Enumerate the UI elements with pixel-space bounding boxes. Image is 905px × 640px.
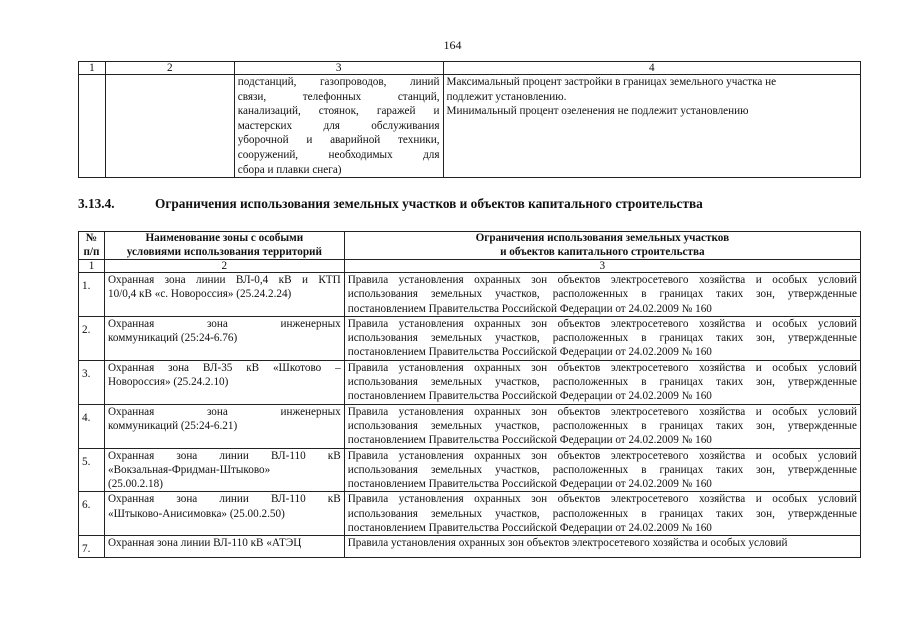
text-line: постановлением Правительства Российской Федерации от 24.02.2009 № 160 — [347, 346, 712, 359]
header-line: и объектов капитального строительства — [500, 245, 705, 258]
text-line: коммуникаций (25:24-6.21) — [107, 419, 238, 432]
section-title: Ограничения использования земельных участков и объектов капитального строительства — [155, 196, 703, 211]
header-number — [79, 232, 105, 260]
continuation-table — [78, 61, 861, 178]
header-line: № — [85, 232, 98, 244]
text-line: использования земельных участков, расположенных в границах таких зон, утвержденные — [347, 419, 857, 432]
text-line: Правила установления охранных зон объектов электросетевого хозяйства и особых условий — [347, 493, 857, 506]
text-line: Новороссия» (25.24.2.10) — [107, 376, 229, 389]
restriction-cell — [344, 316, 860, 360]
empty-cell — [79, 75, 106, 178]
text-line: канализаций, стоянок, гаражей и — [237, 105, 440, 118]
text-line: подстанций, газопроводов, линий — [237, 76, 440, 88]
row-number: 6. — [79, 492, 105, 536]
header-restrictions — [344, 232, 860, 260]
zone-name-cell — [104, 404, 344, 448]
text-line: сбора и плавки снега) — [237, 163, 342, 176]
table-header-row — [79, 232, 861, 260]
restriction-cell — [344, 492, 860, 536]
text-line: связи, телефонных станций, — [237, 90, 440, 103]
column-number-2: 2 — [104, 260, 344, 273]
text-line: Правила установления охранных зон объектов электросетевого хозяйства и особых условий — [347, 537, 788, 550]
restriction-cell — [344, 360, 860, 404]
table-row — [79, 404, 861, 448]
header-line: Ограничения использования земельных участков — [475, 232, 730, 244]
text-line: использования земельных участков, расположенных в границах таких зон, утвержденные — [347, 507, 857, 520]
text-line: Правила установления охранных зон объектов электросетевого хозяйства и особых условий — [347, 405, 857, 418]
page-number: 164 — [443, 38, 462, 52]
header-line: условиями использования территорий — [126, 245, 322, 258]
text-line: сооружений, необходимых для — [237, 148, 440, 161]
text-line: использования земельных участков, расположенных в границах таких зон, утвержденные — [347, 376, 857, 389]
table-row — [79, 360, 861, 404]
row-number: 5. — [79, 448, 105, 492]
text-line: Правила установления охранных зон объектов электросетевого хозяйства и особых условий — [347, 361, 857, 374]
text-line: Охранная зона линии ВЛ-110 кВ «АТЭЦ — [107, 537, 302, 550]
header-line: п/п — [83, 245, 100, 258]
text-line: использования земельных участков, расположенных в границах таких зон, утвержденные — [347, 332, 857, 345]
table-row — [79, 75, 861, 178]
table-row — [79, 316, 861, 360]
section-number: 3.13.4. — [78, 196, 115, 211]
text-line: Правила установления охранных зон объектов электросетевого хозяйства и особых условий — [347, 317, 857, 330]
parameters-cell — [443, 75, 860, 178]
text-line: Правила установления охранных зон объектов электросетевого хозяйства и особых условий — [347, 449, 857, 462]
zone-name-cell — [104, 360, 344, 404]
text-line: постановлением Правительства Российской Федерации от 24.02.2009 № 160 — [347, 478, 712, 491]
column-number-3: 3 — [234, 62, 443, 75]
text-line: уборочной и аварийной техники, — [237, 134, 440, 147]
text-line: (25.00.2.18) — [107, 478, 163, 491]
zone-name-cell — [104, 536, 344, 557]
column-number-3: 3 — [344, 260, 860, 273]
text-line: мастерских для обслуживания — [237, 119, 440, 132]
text-line: Охранная зона линии ВЛ-110 кВ — [107, 449, 341, 462]
text-line: коммуникаций (25:24-6.76) — [107, 332, 238, 345]
restriction-cell — [344, 273, 860, 317]
text-line: постановлением Правительства Российской Федерации от 24.02.2009 № 160 — [347, 522, 712, 535]
header-line: Наименование зоны с особыми — [145, 232, 304, 244]
restriction-cell — [344, 404, 860, 448]
restriction-cell — [344, 448, 860, 492]
purpose-cell — [234, 75, 443, 178]
zone-name-cell — [104, 448, 344, 492]
empty-cell — [105, 75, 234, 178]
column-number-2: 2 — [105, 62, 234, 75]
text-line: постановлением Правительства Российской Федерации от 24.02.2009 № 160 — [347, 302, 712, 315]
table-header-row — [79, 62, 861, 75]
column-number-4: 4 — [443, 62, 860, 75]
text-line: использования земельных участков, расположенных в границах таких зон, утвержденные — [347, 463, 857, 476]
table-row — [79, 448, 861, 492]
column-number-1: 1 — [79, 62, 106, 75]
table-row — [79, 492, 861, 536]
table-row — [79, 536, 861, 557]
text-line: «Вокзальная-Фридман-Штыково» — [107, 463, 271, 476]
column-number-1: 1 — [79, 260, 105, 273]
restrictions-table-body — [79, 273, 861, 558]
zone-name-cell — [104, 316, 344, 360]
restriction-cell — [344, 536, 860, 557]
restrictions-table — [78, 231, 861, 558]
text-line: Правила установления охранных зон объектов электросетевого хозяйства и особых условий — [347, 274, 857, 286]
row-number: 3. — [79, 360, 105, 404]
text-line: постановлением Правительства Российской Федерации от 24.02.2009 № 160 — [347, 434, 712, 447]
text-line: Охранная зона инженерных — [107, 317, 341, 330]
text-line: «Штыково-Анисимовка» (25.00.2.50) — [107, 507, 285, 520]
text-line: Минимальный процент озеленения не подлежит установлению — [446, 105, 749, 118]
text-line: Охранная зона инженерных — [107, 405, 341, 418]
text-line: подлежит установлению. — [446, 90, 567, 103]
text-line: Охранная зона ВЛ-35 кВ «Шкотово – — [107, 361, 341, 374]
row-number: 2. — [79, 316, 105, 360]
row-number: 7. — [79, 536, 105, 557]
column-number-row — [79, 260, 861, 273]
header-zone — [104, 232, 344, 260]
row-number: 4. — [79, 404, 105, 448]
row-number: 1. — [79, 273, 105, 317]
zone-name-cell — [104, 273, 344, 317]
text-line: постановлением Правительства Российской Федерации от 24.02.2009 № 160 — [347, 390, 712, 403]
zone-name-cell — [104, 492, 344, 536]
section-heading — [78, 196, 703, 212]
text-line: 10/0,4 кВ «с. Новороссия» (25.24.2.24) — [107, 288, 292, 301]
text-line: Охранная зона линии ВЛ-0,4 кВ и КТП — [107, 274, 341, 286]
text-line: использования земельных участков, расположенных в границах таких зон, утвержденные — [347, 288, 857, 301]
table-row — [79, 273, 861, 317]
text-line: Охранная зона линии ВЛ-110 кВ — [107, 493, 341, 506]
text-line: Максимальный процент застройки в границах земельного участка не — [446, 76, 777, 88]
